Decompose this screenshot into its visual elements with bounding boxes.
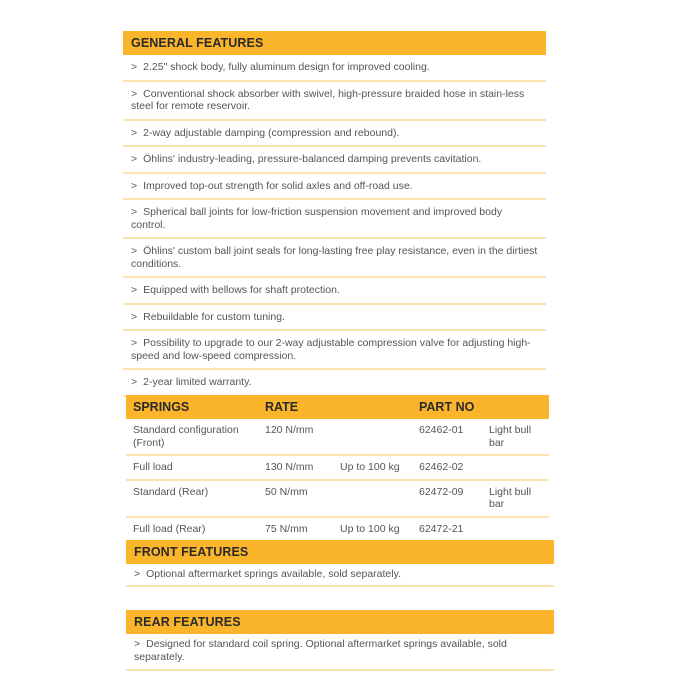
feature-item <box>123 55 546 82</box>
spring-note: Light bull bar <box>482 419 549 455</box>
feature-text: Possibility to upgrade to our 2-way adjustable compression valve for adjusting high-speed and low-speed compression. <box>131 337 531 362</box>
springs-table-section <box>126 395 549 542</box>
bullet-icon: > <box>131 376 138 388</box>
spring-load <box>333 480 412 517</box>
feature-text: Equipped with bellows for shaft protection. <box>143 284 340 296</box>
springs-table <box>126 395 549 542</box>
spring-part-no: 62462-01 <box>412 419 482 455</box>
feature-item <box>123 121 546 148</box>
feature-text: Designed for standard coil spring. Optional aftermarket springs available, sold separately. <box>134 638 507 663</box>
feature-item <box>123 82 546 121</box>
col-rate: RATE <box>258 395 333 419</box>
bullet-icon: > <box>134 568 141 580</box>
springs-table-header <box>126 395 549 419</box>
col-note <box>482 395 549 419</box>
spring-load: Up to 100 kg <box>333 455 412 480</box>
feature-item <box>123 370 546 397</box>
general-features-list <box>123 55 546 397</box>
rear-features-header: REAR FEATURES <box>126 610 554 634</box>
spring-rate: 130 N/mm <box>258 455 333 480</box>
feature-text: Öhlins' custom ball joint seals for long-lasting free play resistance, even in the dirtiest conditions. <box>131 245 538 270</box>
feature-item <box>123 331 546 370</box>
feature-item <box>123 147 546 174</box>
table-row <box>126 455 549 480</box>
front-features-section <box>126 540 554 587</box>
col-springs: SPRINGS <box>126 395 258 419</box>
feature-text: 2.25" shock body, fully aluminum design for improved cooling. <box>143 61 430 73</box>
feature-text: Öhlins' industry-leading, pressure-balanced damping prevents cavitation. <box>143 153 482 165</box>
spring-rate: 50 N/mm <box>258 480 333 517</box>
feature-item <box>123 239 546 278</box>
bullet-icon: > <box>131 245 138 257</box>
spring-rate: 75 N/mm <box>258 517 333 542</box>
spring-rate: 120 N/mm <box>258 419 333 455</box>
bullet-icon: > <box>131 61 138 73</box>
bullet-icon: > <box>134 638 141 650</box>
feature-item <box>126 634 554 671</box>
col-load <box>333 395 412 419</box>
feature-item <box>123 174 546 201</box>
feature-text: 2-year limited warranty. <box>143 376 252 388</box>
table-row <box>126 517 549 542</box>
col-part-no: PART NO <box>412 395 482 419</box>
feature-text: Rebuildable for custom tuning. <box>143 310 285 323</box>
spring-part-no: 62472-09 <box>412 480 482 517</box>
feature-text: Spherical ball joints for low-friction suspension movement and improved body control. <box>131 206 503 231</box>
feature-text: Improved top-out strength for solid axles and off-road use. <box>143 179 413 192</box>
spring-type: Standard configuration (Front) <box>126 419 258 455</box>
feature-item <box>123 200 546 239</box>
bullet-icon: > <box>131 337 138 349</box>
front-features-header: FRONT FEATURES <box>126 540 554 564</box>
bullet-icon: > <box>131 284 138 296</box>
feature-text: Optional aftermarket springs available, sold separately. <box>146 568 401 580</box>
spring-type: Standard (Rear) <box>126 480 258 517</box>
spring-type: Full load <box>126 455 258 480</box>
bullet-icon: > <box>131 179 138 192</box>
bullet-icon: > <box>131 126 138 139</box>
spring-note <box>482 517 549 542</box>
feature-item <box>123 305 546 332</box>
table-row <box>126 480 549 517</box>
spring-note <box>482 455 549 480</box>
bullet-icon: > <box>131 87 138 100</box>
feature-item <box>123 278 546 305</box>
spring-note: Light bull bar <box>482 480 549 517</box>
general-features-header: GENERAL FEATURES <box>123 31 546 55</box>
bullet-icon: > <box>131 310 138 323</box>
spring-load <box>333 419 412 455</box>
bullet-icon: > <box>131 153 138 165</box>
feature-text: Conventional shock absorber with swivel, high-pressure braided hose in stain-less steel for remote reservoir. <box>131 87 525 112</box>
feature-text: 2-way adjustable damping (compression and rebound). <box>143 126 400 139</box>
spring-type: Full load (Rear) <box>126 517 258 542</box>
feature-item <box>126 564 554 587</box>
bullet-icon: > <box>131 206 138 218</box>
spring-load: Up to 100 kg <box>333 517 412 542</box>
general-features-section <box>123 31 546 397</box>
rear-features-section <box>126 610 554 671</box>
spring-part-no: 62472-21 <box>412 517 482 542</box>
table-row <box>126 419 549 455</box>
spring-part-no: 62462-02 <box>412 455 482 480</box>
